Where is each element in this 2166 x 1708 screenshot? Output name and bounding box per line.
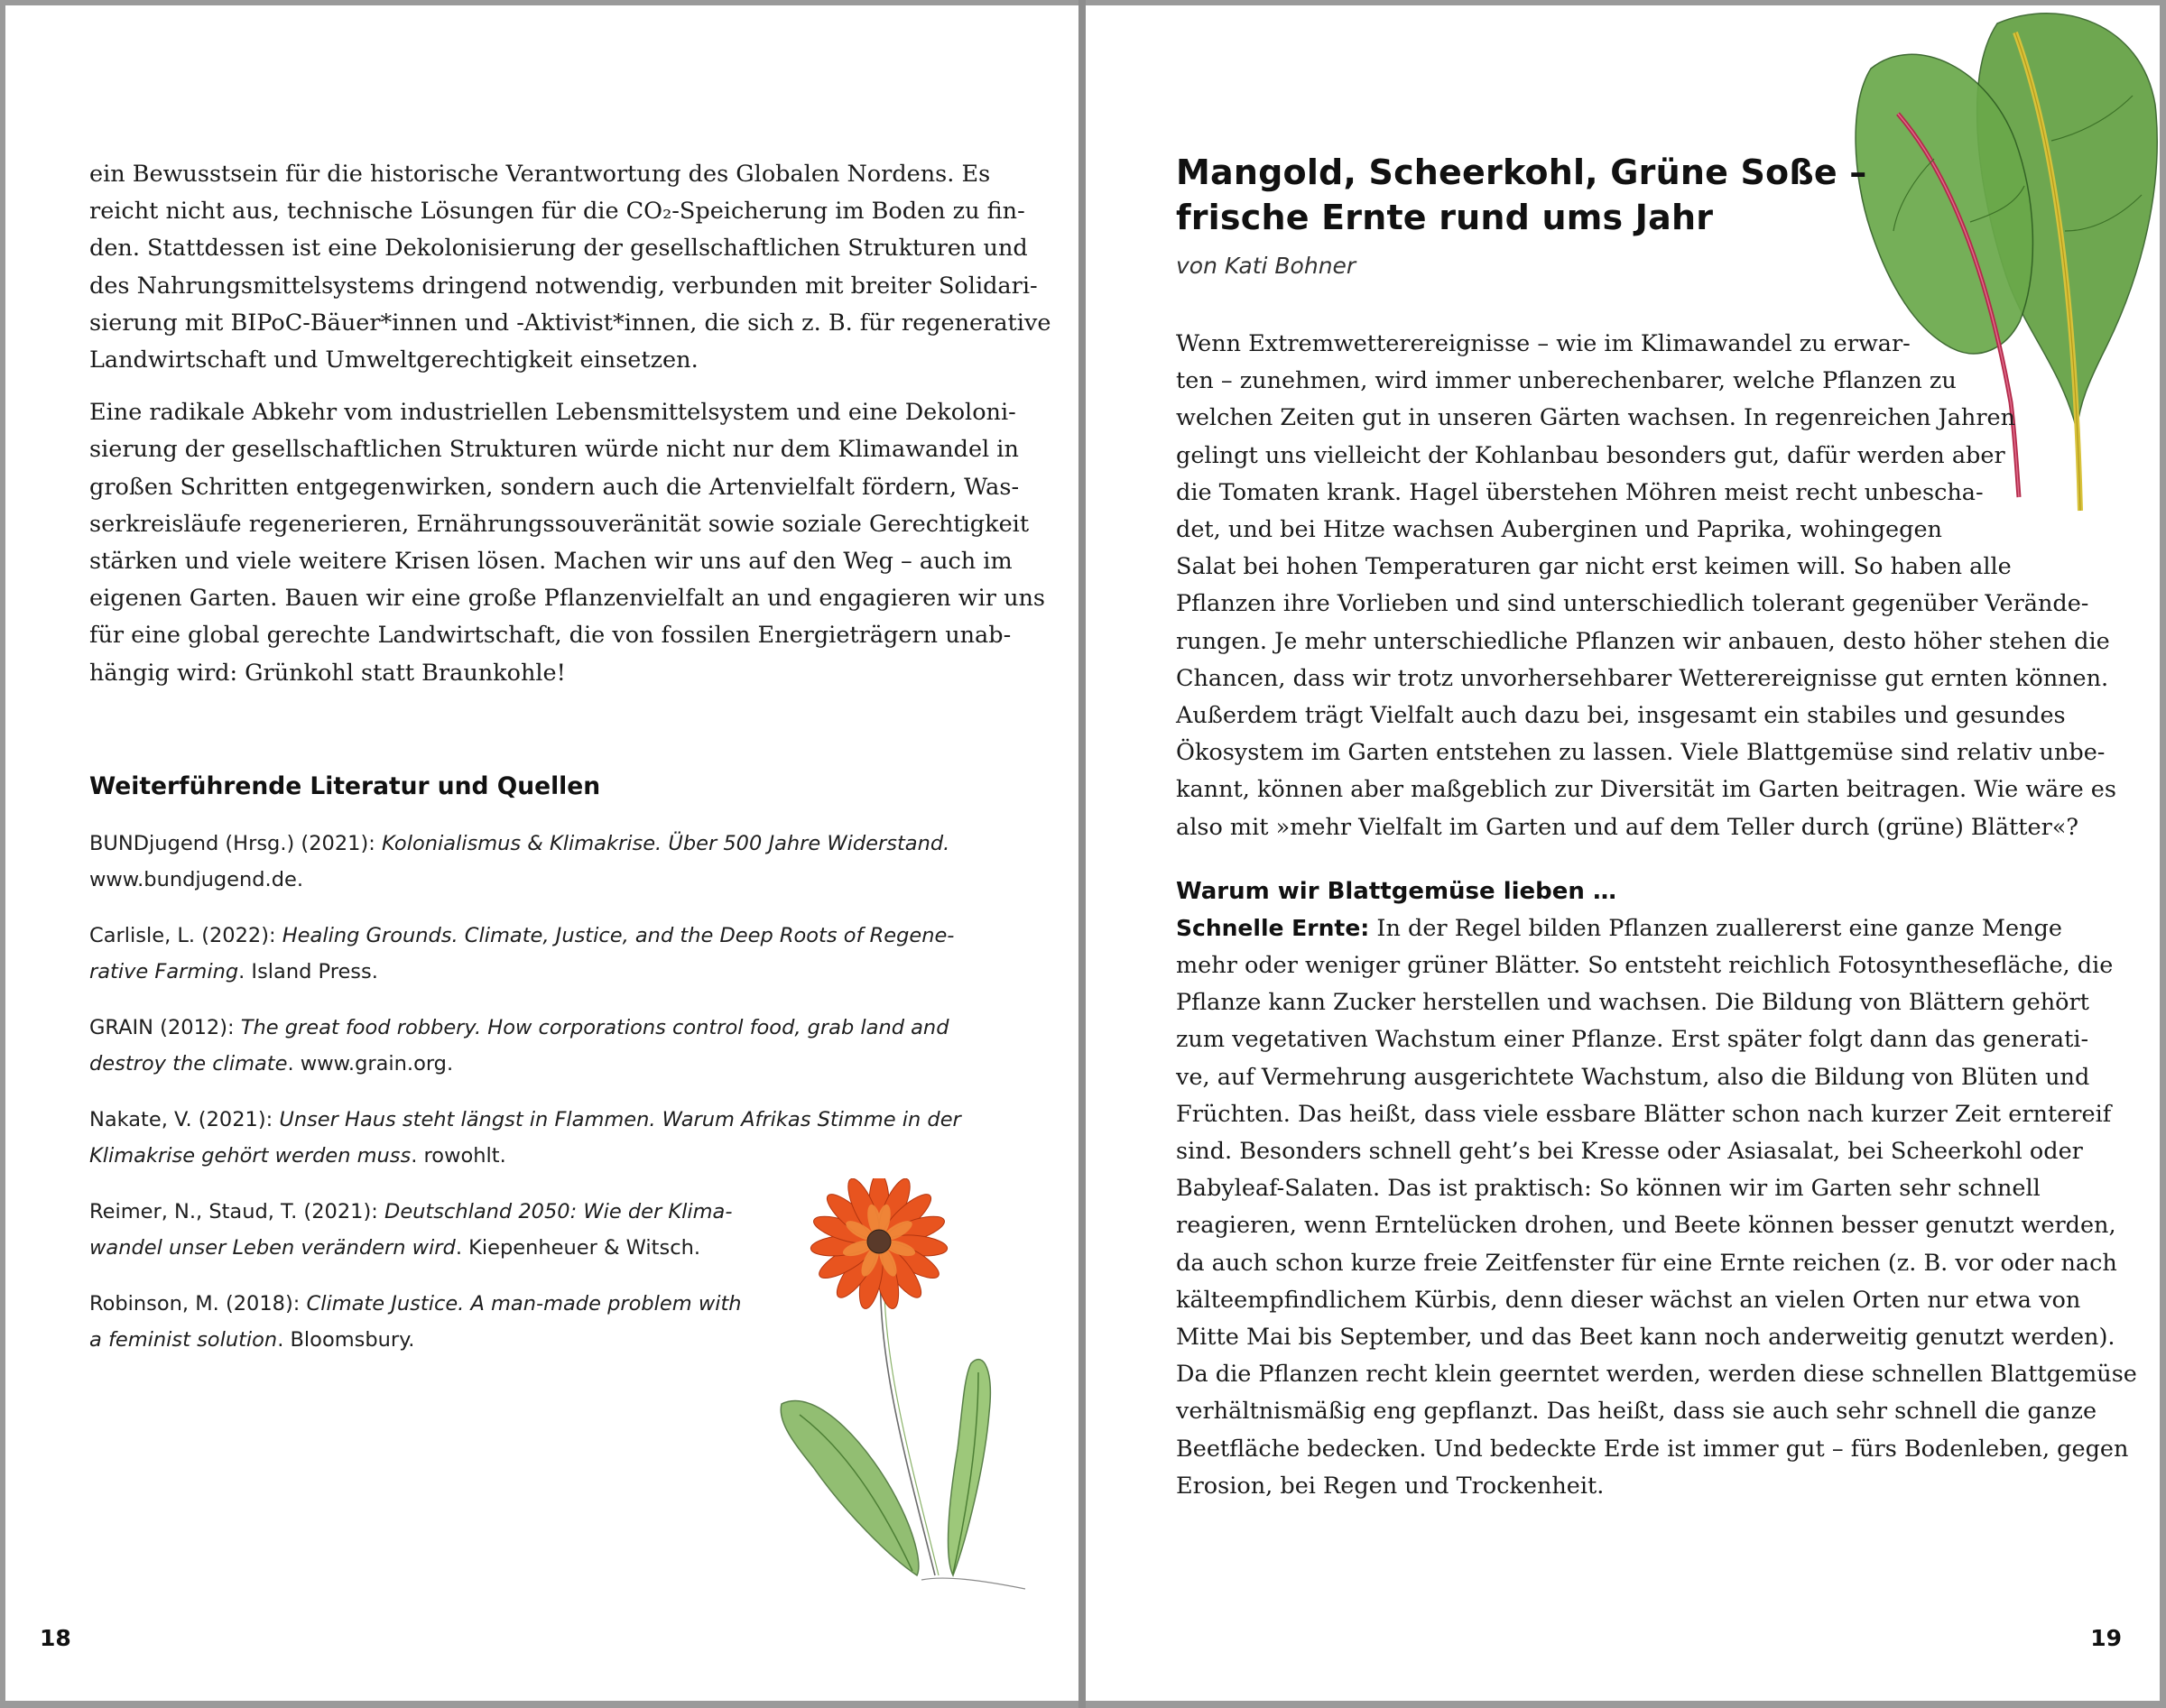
text-line: des Nahrungsmittelsystems dringend notwendig, verbunden mit breiter Solidari- [89, 272, 1038, 300]
ref-author: BUNDjugend (Hrsg.) (2021): [89, 832, 382, 855]
text-line: Eine radikale Abkehr vom industriellen Lebensmittelsystem und eine Dekoloni- [89, 399, 1016, 427]
text-line: kannt, können aber maßgeblich zur Diversität im Garten beitragen. Wie wäre es [1176, 776, 2116, 804]
left-page [5, 5, 1078, 1701]
page-number: 19 [2090, 1625, 2122, 1651]
text-line: also mit »mehr Vielfalt im Garten und auf dem Teller durch (grüne) Blätter«? [1176, 813, 2079, 841]
text-line: Erosion, bei Regen und Trockenheit. [1176, 1472, 1605, 1500]
text-line: den. Stattdessen ist eine Dekolonisierung der gesellschaftlichen Strukturen und [89, 235, 1028, 263]
section-subheading: Warum wir Blattgemüse lieben … [1176, 877, 1616, 905]
reference-item [89, 826, 1001, 898]
text-line: mehr oder weniger grüner Blätter. So entsteht reichlich Fotosynthesefläche, die [1176, 952, 2114, 980]
intro-paragraph [1176, 326, 2124, 846]
page-number: 18 [40, 1625, 71, 1651]
ref-title: destroy the climate [89, 1051, 288, 1076]
text-line: sierung mit BIPoC-Bäuer*innen und -Aktivist*innen, die sich z. B. für regenerative [89, 309, 1051, 337]
lead-label: Schnelle Ernte: [1176, 914, 1370, 941]
ref-author: GRAIN (2012): [89, 1016, 241, 1039]
text-line: Da die Pflanzen recht klein geerntet werden, werden diese schnellen Blattgemüse [1176, 1361, 2137, 1389]
paragraph-1 [89, 156, 1051, 379]
text-line: Außerdem trägt Vielfalt auch dazu bei, insgesamt ein stabiles und gesundes [1176, 702, 2066, 730]
ref-publisher: . www.grain.org. [287, 1051, 454, 1076]
text-line: da auch schon kurze freie Zeitfenster für eine Ernte reichen (z. B. vor oder nach [1176, 1249, 2117, 1277]
text-line: sierung der gesellschaftlichen Strukturen würde nicht nur dem Klimawandel in [89, 436, 1019, 464]
article-author: von Kati Bohner [1176, 253, 1356, 279]
text-line: reagieren, wenn Erntelücken drohen, und Beete können besser genutzt werden, [1176, 1212, 2116, 1240]
ref-author: Robinson, M. (2018): [89, 1292, 307, 1316]
text-line: ein Bewusstsein für die historische Verantwortung des Globalen Nordens. Es [89, 161, 991, 188]
text-line: stärken und viele weitere Krisen lösen. Machen wir uns auf den Weg – auch im [89, 548, 1013, 576]
text-line: ve, auf Vermehrung ausgerichtete Wachstum, also die Bildung von Blüten und [1176, 1063, 2090, 1091]
text-line: Beetfläche bedecken. Und bedeckte Erde ist immer gut – fürs Bodenleben, gegen [1176, 1435, 2129, 1463]
text-line: großen Schritten entgegenwirken, sondern auch die Artenvielfalt fördern, Was- [89, 473, 1020, 501]
text-line: die Tomaten krank. Hagel überstehen Möhren meist recht unbescha- [1176, 478, 1984, 506]
text-line: reicht nicht aus, technische Lösungen für die CO₂-Speicherung im Boden zu fin- [89, 198, 1025, 226]
text-line: ten – zunehmen, wird immer unberechenbarer, welche Pflanzen zu [1176, 367, 1957, 395]
paragraph-2 [89, 394, 1045, 692]
text-line: Ökosystem im Garten entstehen zu lassen. Viele Blattgemüse sind relativ unbe- [1176, 739, 2106, 767]
text-line: eigenen Garten. Bauen wir eine große Pflanzenvielfalt an und engagieren wir uns [89, 585, 1045, 613]
text-line: Pflanze kann Zucker herstellen und wachsen. Die Bildung von Blättern gehört [1176, 989, 2089, 1017]
text-line: für eine global gerechte Landwirtschaft, die von fossilen Energieträgern unab- [89, 622, 1012, 650]
ref-author: Reimer, N., Staud, T. (2021): [89, 1200, 384, 1223]
text-line: det, und bei Hitze wachsen Auberginen und Paprika, wohingegen [1176, 516, 1942, 544]
ref-author: Carlisle, L. (2022): [89, 924, 282, 947]
text-line: sind. Besonders schnell geht’s bei Kresse oder Asiasalat, bei Scheerkohl oder [1176, 1138, 2083, 1166]
text-line: Mitte Mai bis September, und das Beet kann noch anderweitig genutzt werden). [1176, 1324, 2115, 1352]
text-line: Chancen, dass wir trotz unvorhersehbarer Wetterereignisse gut ernten können. [1176, 664, 2109, 692]
right-page [1086, 5, 2160, 1701]
ref-title: Unser Haus steht längst in Flammen. Warum Afrikas Stimme in der [279, 1108, 961, 1131]
text-line: Landwirtschaft und Umweltgerechtigkeit einsetzen. [89, 346, 699, 374]
text-line: verhältnismäßig eng gepflanzt. Das heißt, dass sie auch sehr schnell die ganze [1176, 1398, 2097, 1426]
ref-title: rative Farming [89, 959, 239, 983]
text-line: Früchten. Das heißt, dass viele essbare Blätter schon nach kurzer Zeit erntereif [1176, 1100, 2112, 1128]
text-line: Pflanzen ihre Vorlieben und sind unterschiedlich tolerant gegenüber Verände- [1176, 590, 2089, 618]
right-body-text [1176, 326, 2137, 1505]
ref-title: The great food robbery. How corporations control food, grab land and [240, 1016, 949, 1039]
title-line: frische Ernte rund ums Jahr [1176, 198, 1714, 237]
ref-title: Climate Justice. A man-made problem with [306, 1292, 742, 1316]
title-line: Mangold, Scheerkohl, Grüne Soße – [1176, 152, 1867, 192]
reference-item [89, 1103, 1001, 1174]
ref-author: Nakate, V. (2021): [89, 1108, 280, 1131]
orange-flower-icon [764, 1178, 1070, 1648]
reference-item [89, 1011, 1001, 1082]
ref-title: Klimakrise gehört werden muss [89, 1143, 412, 1168]
ref-title: Kolonialismus & Klimakrise. Über 500 Jahre Widerstand. [381, 832, 950, 855]
text-line: kälteempfindlichem Kürbis, denn dieser wächst an vielen Orten nur etwa von [1176, 1286, 2081, 1314]
lead-text: In der Regel bilden Pflanzen zuallererst eine ganze Menge [1369, 914, 2062, 942]
text-line: serkreisläufe regenerieren, Ernährungssouveränität sowie soziale Gerechtigkeit [89, 510, 1030, 538]
text-line: zum vegetativen Wachstum einer Pflanze. Erst später folgt dann das generati- [1176, 1026, 2089, 1054]
ref-publisher: www.bundjugend.de. [89, 867, 303, 891]
ref-title: a feminist solution [89, 1327, 278, 1352]
references-heading: Weiterführende Literatur und Quellen [89, 772, 601, 800]
text-line: hängig wird: Grünkohl statt Braunkohle! [89, 659, 566, 687]
text-line: Wenn Extremwetterereignisse – wie im Klimawandel zu erwar- [1176, 330, 1911, 357]
ref-publisher: . Island Press. [238, 959, 378, 983]
ref-title: wandel unser Leben verändern wird [89, 1235, 456, 1260]
body-paragraph [1176, 909, 2137, 1505]
text-line: gelingt uns vielleicht der Kohlanbau besonders gut, dafür werden aber [1176, 441, 2005, 469]
ref-publisher: . rowohlt. [411, 1143, 506, 1168]
ref-title: Healing Grounds. Climate, Justice, and the Deep Roots of Regene- [282, 924, 955, 947]
text-line [1176, 909, 2124, 947]
ref-title: Deutschland 2050: Wie der Klima- [384, 1200, 733, 1223]
article-title [1176, 150, 1867, 240]
text-line: Babyleaf-Salaten. Das ist praktisch: So können wir im Garten sehr schnell [1176, 1175, 2041, 1203]
text-line: welchen Zeiten gut in unseren Gärten wachsen. In regenreichen Jahren [1176, 404, 2016, 432]
left-body-text [89, 156, 1051, 692]
ref-publisher: . Bloomsbury. [277, 1327, 415, 1352]
reference-item [89, 919, 1001, 990]
text-line: rungen. Je mehr unterschiedliche Pflanzen wir anbauen, desto höher stehen die [1176, 627, 2110, 655]
ref-publisher: . Kiepenheuer & Witsch. [455, 1235, 701, 1260]
text-line: Salat bei hohen Temperaturen gar nicht erst keimen will. So haben alle [1176, 553, 2012, 581]
book-gutter [1078, 0, 1086, 1708]
